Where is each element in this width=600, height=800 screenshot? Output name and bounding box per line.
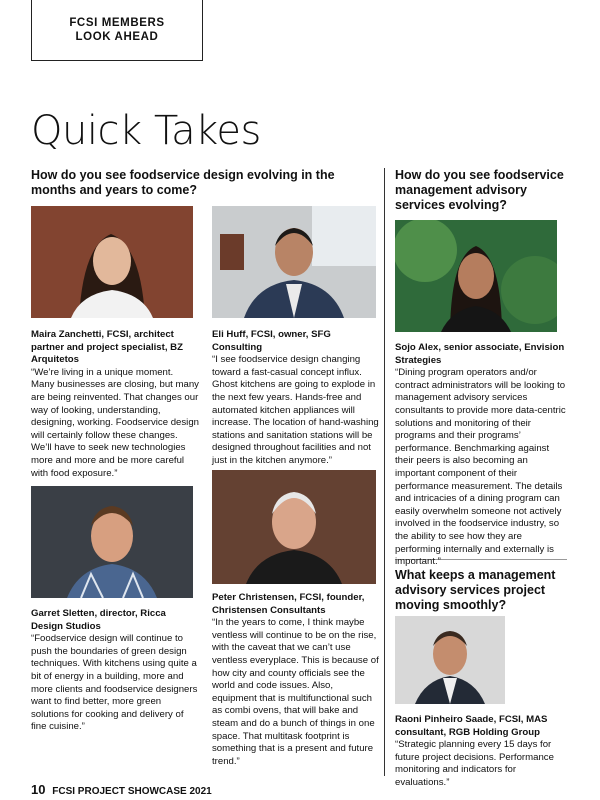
entry-name: Maira Zanchetti, FCSI, architect partner and project specialist, BZ Arquitetos xyxy=(31,329,183,366)
entry-quote: “We’re living in a unique moment. Many businesses are closing, but many are being reinvented. That changes our way of looking, understanding, designing, working. Foodservice design will certainly follow these changes. We’ll have to seek new technologies more and more and be more careful with food exposure.” xyxy=(31,366,199,479)
question-advisory: How do you see foodservice management advisory services evolving? xyxy=(395,168,564,212)
page-number: 10 xyxy=(31,782,46,797)
page-title: Quick Takes xyxy=(31,108,261,154)
entry-garret-sletten xyxy=(31,608,199,734)
portrait-garret-sletten xyxy=(31,486,193,598)
entry-quote: “Dining program operators and/or contract administrators will be looking to management advisory services consultants to provide more data-centric solutions and monitoring of their programs and their programs’ performance. Benchmarking against their peers is also becoming an important component of their performance measurement. The details and intricacies of a dining program can easily overwhelm someone not actively involved in the foodservice industry, so the ability to see how they are performing internally and externally is important.” xyxy=(395,367,566,568)
section-kicker xyxy=(31,0,203,61)
entry-name: Raoni Pinheiro Saade, FCSI, MAS consultant, RGB Holding Group xyxy=(395,714,548,738)
entry-name: Peter Christensen, FCSI, founder, Christensen Consultants xyxy=(212,592,365,616)
entry-raoni-saade xyxy=(395,714,567,790)
entry-eli-huff xyxy=(212,329,380,468)
entry-name: Garret Sletten, director, Ricca Design Studios xyxy=(31,608,166,632)
publication-label: FCSI PROJECT SHOWCASE 2021 xyxy=(52,786,212,797)
portrait-raoni-saade xyxy=(395,616,505,704)
entry-name: Eli Huff, FCSI, owner, SFG Consulting xyxy=(212,329,331,353)
question-design: How do you see foodservice design evolving in the months and years to come? xyxy=(31,168,335,197)
entry-quote: “In the years to come, I think maybe ventless will continue to be on the rise, with the caveat that we can’t use ventless everyplace. This is because of how city and county officials see the world and code issues. Also, equipment that is multifunctional such as combi ovens, that will bake and steam and do a bunch of things in one space. That multitask footprint is something that is a present and future trend.” xyxy=(212,617,379,767)
kicker-line-1: FCSI MEMBERS xyxy=(69,17,165,29)
portrait-sojo-alex xyxy=(395,220,557,332)
portrait-maira-zanchetti xyxy=(31,206,193,318)
column-divider xyxy=(384,168,385,776)
entry-sojo-alex xyxy=(395,342,567,569)
entry-maira-zanchetti xyxy=(31,329,199,480)
entry-quote: “Strategic planning every 15 days for future project decisions. Performance monitoring and indicators for evaluations.” xyxy=(395,739,554,788)
portrait-peter-christensen xyxy=(212,470,376,584)
entry-peter-christensen xyxy=(212,592,380,768)
question-project: What keeps a management advisory services project moving smoothly? xyxy=(395,568,556,612)
portrait-eli-huff xyxy=(212,206,376,318)
entry-quote: “I see foodservice design changing toward a fast-casual concept influx. Ghost kitchens are going to explode in the next few years. Hands-free and automated kitchen appliances will increase. The location of hand-washing stations and sanitation stations will be designed throughout facilities and not just in the kitchen anymore.” xyxy=(212,354,379,466)
kicker-line-2: LOOK AHEAD xyxy=(75,31,159,43)
page-footer xyxy=(31,782,212,797)
entry-quote: “Foodservice design will continue to push the boundaries of green design techniques. With kitchens using quite a bit of energy in a building, more and more clients and foodservice designers want to find better, more green solutions for cooking and delivery of fine cuisine.” xyxy=(31,633,198,733)
entry-name: Sojo Alex, senior associate, Envision Strategies xyxy=(395,342,565,366)
